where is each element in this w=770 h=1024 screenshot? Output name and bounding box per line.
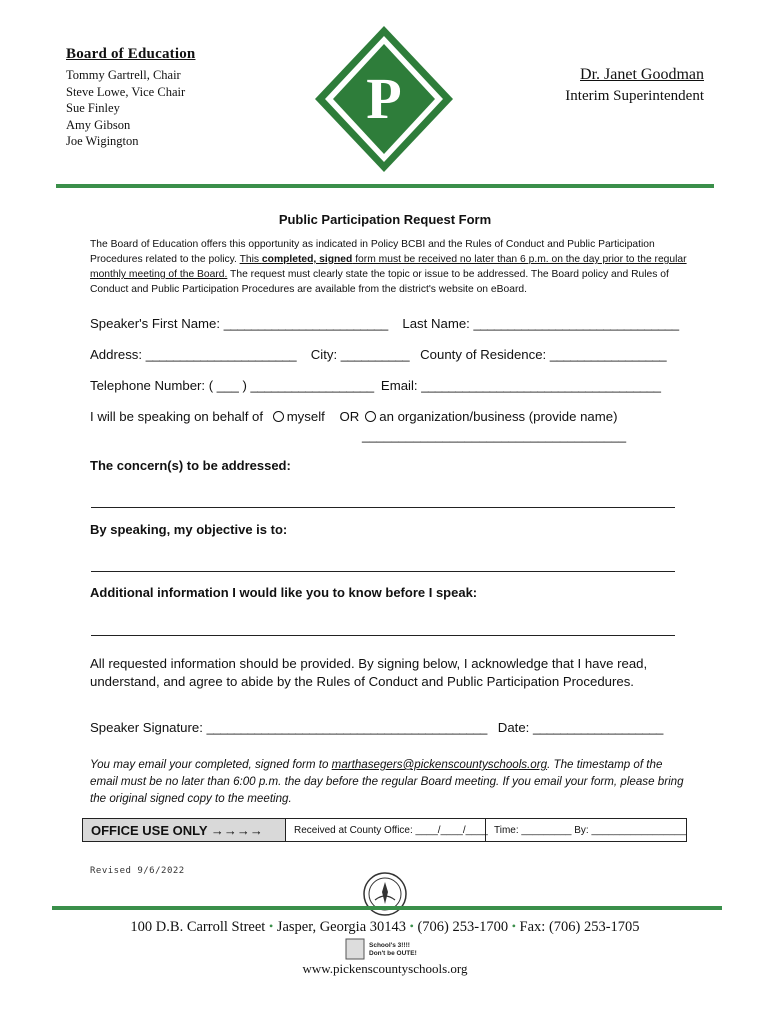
city-field[interactable]: __________: [340, 347, 410, 362]
date-label: Date:: [497, 720, 533, 735]
last-name-label: Last Name:: [402, 316, 474, 331]
county-label: County of Residence:: [420, 347, 550, 362]
superintendent-title: Interim Superintendent: [565, 88, 704, 104]
county-field[interactable]: _________________: [549, 347, 667, 362]
email-field[interactable]: ___________________________________: [421, 378, 661, 393]
phone-number: (706) 253-1700: [417, 919, 509, 935]
contact-row: [90, 378, 660, 393]
office-use-label: OFFICE USE ONLY →→→→: [83, 819, 286, 841]
email-link[interactable]: marthasegers@pickenscountyschools.org: [331, 758, 548, 771]
phone-label: Telephone Number: ( ___ ): [90, 378, 251, 393]
address-label: Address:: [90, 347, 146, 362]
office-use-box: [82, 818, 687, 842]
district-website[interactable]: www.pickenscountyschools.org: [302, 961, 468, 976]
revision-date: Revised 9/6/2022: [90, 866, 185, 876]
additional-info-field[interactable]: [91, 634, 675, 636]
form-title: Public Participation Request Form: [278, 212, 492, 227]
signature-field[interactable]: _________________________________________: [206, 720, 487, 735]
objective-heading: By speaking, my objective is to:: [90, 522, 288, 537]
board-member: Amy Gibson: [66, 117, 131, 132]
seal-icon: [360, 870, 410, 918]
logo-letter: P: [366, 66, 402, 131]
city-address: Jasper, Georgia 30143: [276, 919, 407, 935]
received-date-field[interactable]: Received at County Office: ____/____/____: [286, 819, 486, 841]
signature-row: [90, 720, 663, 735]
svg-text:School's 3!!!!: School's 3!!!!: [369, 942, 410, 949]
last-name-field[interactable]: ______________________________: [473, 316, 679, 331]
additional-info-heading: Additional information I would like you to know before I speak:: [90, 585, 478, 600]
fax-number: Fax: (706) 253-1705: [519, 919, 640, 935]
objective-field[interactable]: [91, 570, 675, 572]
myself-radio[interactable]: [273, 411, 284, 422]
board-member: Joe Wigington: [66, 134, 139, 148]
date-field[interactable]: ___________________: [532, 720, 663, 735]
first-name-field[interactable]: ________________________: [223, 316, 388, 331]
behalf-row: [90, 409, 617, 424]
intro-paragraph: The Board of Education offers this opportunity as indicated in Policy BCBI and the Rules of Conduct and Public Participation Procedures related to the policy. This completed, signed form must be received no later than 6 p.m. on the day prior to the regular monthly meeting of the Board. The request must clearly state the topic or issue to be addressed. The Board policy and Rules of Conduct and Public Participation Procedures are available from the district's website on eBoard.: [90, 239, 687, 295]
board-title: Board of Education: [66, 46, 196, 62]
email-instructions: You may email your completed, signed form to marthasegers@pickenscountyschools.org. The timestamp of the email must be no later than 6:00 p.m. the day before the regular Board meeting. If you email your form, please bring the original signed copy to the meeting.: [90, 758, 684, 805]
organization-radio[interactable]: [365, 411, 376, 422]
myself-option-label: myself: [286, 409, 325, 424]
first-name-label: Speaker's First Name:: [90, 316, 224, 331]
board-member: Sue Finley: [66, 101, 120, 115]
board-members-list: [66, 67, 185, 150]
district-logo: [313, 24, 455, 174]
signature-label: Speaker Signature:: [90, 720, 207, 735]
pride-badge-icon: [345, 936, 427, 962]
or-text: OR: [339, 409, 360, 424]
footer-divider: [52, 906, 722, 910]
svg-text:Don't be OUTE!: Don't be OUTE!: [369, 950, 417, 957]
board-member: Steve Lowe, Vice Chair: [66, 84, 186, 99]
phone-field[interactable]: __________________: [250, 378, 374, 393]
acknowledgement-text: All requested information should be provided. By signing below, I acknowledge that I have read, understand, and agree to abide by the Rules of Conduct and Public Participation Procedures.: [90, 656, 648, 689]
header-divider: [56, 184, 714, 188]
address-field[interactable]: ______________________: [145, 347, 297, 362]
street-address: 100 D.B. Carroll Street: [130, 919, 266, 935]
board-member: Tommy Gartrell, Chair: [66, 68, 181, 82]
email-label: Email:: [380, 378, 422, 393]
city-label: City:: [310, 347, 341, 362]
district-address: 100 D.B. Carroll Street • Jasper, Georgia 30143 • (706) 253-1700 • Fax: (706) 253-1705: [130, 919, 640, 935]
address-row: [90, 347, 666, 362]
concerns-field[interactable]: [91, 506, 675, 508]
time-by-field[interactable]: Time: _________ By: _________________: [494, 824, 687, 836]
superintendent-name: Dr. Janet Goodman: [580, 66, 704, 83]
behalf-label: I will be speaking on behalf of: [90, 409, 267, 424]
name-row: [90, 316, 679, 331]
organization-option-label: an organization/business (provide name): [379, 409, 618, 424]
organization-name-field[interactable]: ____________________________________: [362, 428, 627, 443]
concerns-heading: The concern(s) to be addressed:: [90, 458, 291, 473]
